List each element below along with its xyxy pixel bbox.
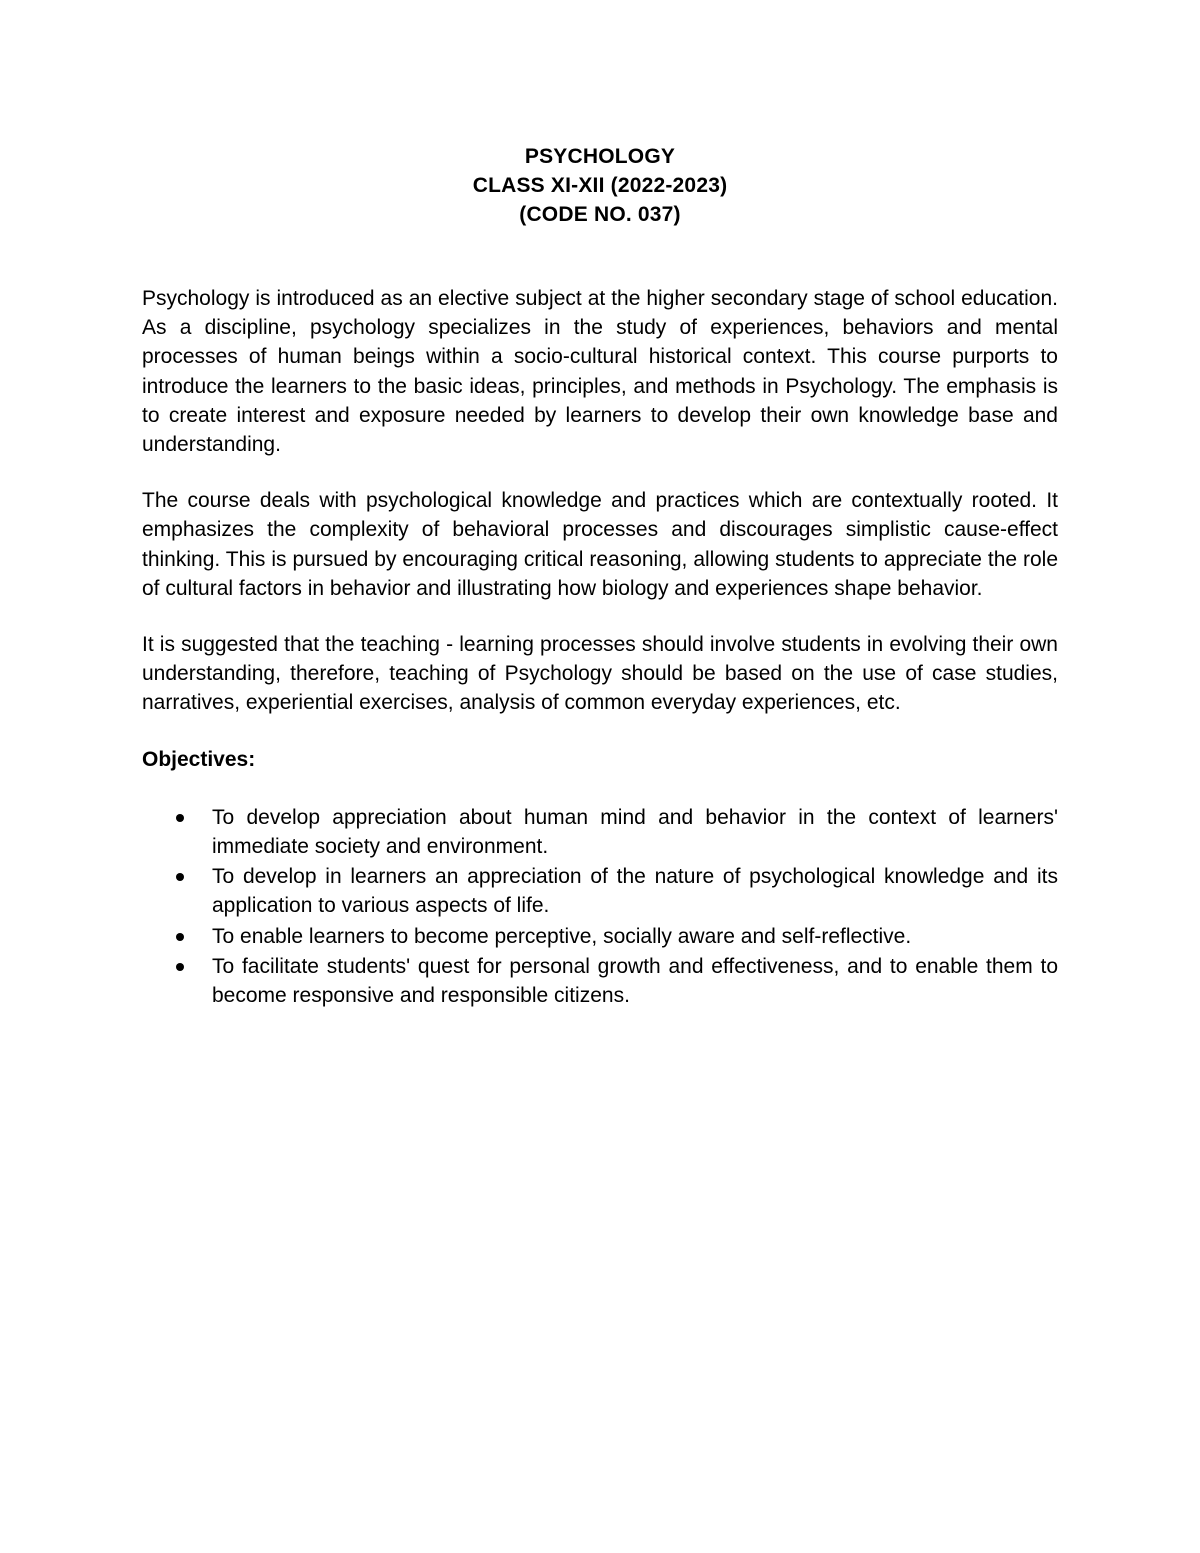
objective-item — [142, 922, 1058, 951]
class-line: CLASS XI-XII (2022-2023) — [472, 174, 728, 197]
document-body — [142, 284, 1058, 1011]
bullet-icon — [176, 933, 184, 941]
intro-paragraph: Psychology is introduced as an elective subject at the higher secondary stage of school education. As a discipline, psychology specializes in the study of experiences, behaviors and mental processes of human beings within a socio-cultural historical context. This course purports to introduce the learners to the basic ideas, principles, and methods in Psychology. The emphasis is to create interest and exposure needed by learners to develop their own knowledge base and understanding. — [142, 287, 1058, 457]
title-block — [0, 142, 1200, 229]
objective-item — [142, 862, 1058, 920]
teaching-paragraph: It is suggested that the teaching - learning processes should involve students in evolving their own understanding, therefore, teaching of Psychology should be based on the use of case studies, narratives, experiential exercises, analysis of common everyday experiences, etc. — [142, 633, 1058, 715]
objective-item — [142, 803, 1058, 861]
objective-item — [142, 952, 1058, 1010]
objectives-heading: Objectives: — [142, 747, 256, 771]
objective-text: To enable learners to become perceptive, socially aware and self-reflective. — [212, 924, 912, 948]
code-line: (CODE NO. 037) — [519, 203, 681, 226]
course-paragraph: The course deals with psychological knowledge and practices which are contextually rooted. It emphasizes the complexity of behavioral processes and discourages simplistic cause-effect thinking. This is pursued by encouraging critical reasoning, allowing students to appreciate the role of cultural factors in behavior and illustrating how biology and experiences shape behavior. — [142, 489, 1058, 600]
objective-text: To develop appreciation about human mind and behavior in the context of learners' immediate society and environment. — [212, 805, 1058, 859]
bullet-icon — [176, 814, 184, 822]
bullet-icon — [176, 873, 184, 881]
objective-text: To develop in learners an appreciation of the nature of psychological knowledge and its application to various aspects of life. — [212, 865, 1058, 918]
bullet-icon — [176, 963, 184, 971]
objectives-list — [142, 803, 1058, 1010]
document-title: PSYCHOLOGY — [524, 145, 676, 168]
objective-text: To facilitate students' quest for personal growth and effectiveness, and to enable them to become responsive and responsible citizens. — [212, 954, 1058, 1008]
